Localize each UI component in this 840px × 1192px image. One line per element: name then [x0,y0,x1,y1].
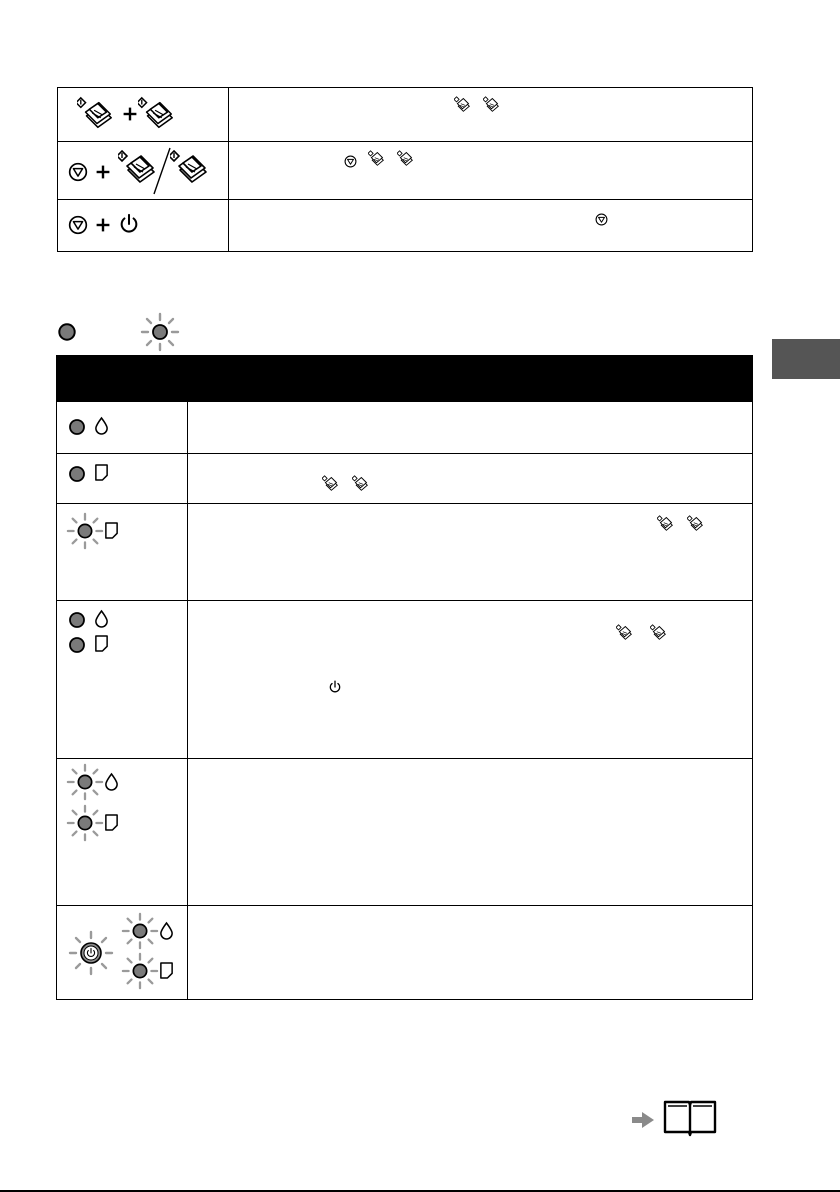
bw-copy-icon [687,515,704,532]
status-icons [57,454,187,503]
plus-icon [122,106,138,122]
row-description [188,504,752,600]
light-flashing-icon [121,952,159,990]
slash-divider [152,146,172,196]
table-row [58,142,752,200]
bw-copy-icon [650,624,667,641]
row-description [229,88,752,141]
light-on-icon [56,321,78,343]
button-combination-table [57,87,753,252]
manual-reference [630,1098,730,1143]
status-icons [57,402,187,453]
status-icons [57,601,187,758]
ink-drop-icon [94,416,109,435]
bw-copy-icon [483,96,500,113]
color-copy-icon [454,96,471,113]
arrow-right-icon [630,1110,656,1130]
power-icon [328,680,342,694]
row-description [229,142,752,199]
status-light-table [56,355,753,1000]
color-copy-icon [322,475,339,492]
table-row [57,453,752,503]
light-on-icon [67,464,87,484]
table-row [57,905,752,1000]
stop-plus-copy-cell [58,142,228,199]
bw-copy-icon [170,148,210,188]
status-icons [57,906,187,1000]
stop-icon [595,213,608,226]
stop-plus-power-cell [58,200,228,252]
light-flashing-icon [66,512,104,550]
row-description [188,454,752,503]
bw-copy-icon [352,475,369,492]
row-description [188,402,752,453]
stop-icon [68,162,88,182]
table-row [57,401,752,453]
row-description [229,200,752,252]
paper-icon [104,813,119,832]
paper-icon [104,521,119,540]
ink-drop-icon [94,609,109,628]
stop-icon [344,155,357,168]
light-flashing-icon [66,763,104,801]
chapter-tab [772,339,840,379]
bw-copy-icon [138,95,176,133]
table-header [57,356,752,401]
table-row [58,88,752,142]
light-on-icon [67,417,87,437]
table-row [58,200,752,252]
copy-plus-copy-cell [58,88,228,141]
light-flashing-icon [66,804,104,842]
color-copy-icon [368,150,385,167]
light-on-icon [67,635,87,655]
ink-drop-icon [159,921,174,940]
paper-icon [159,961,174,980]
book-icon [662,1098,718,1138]
light-flashing-icon [121,912,159,950]
power-icon [118,213,140,235]
paper-icon [94,634,109,653]
color-copy-icon [77,95,115,133]
light-on-icon [67,610,87,630]
table-row [57,503,752,600]
paper-icon [94,463,109,482]
light-flashing-icon [140,312,180,352]
status-icons [57,759,187,905]
power-light-flashing-icon [68,930,114,976]
row-description [188,759,752,905]
color-copy-icon [657,515,674,532]
status-icons [57,504,187,600]
light-legend [56,312,256,352]
plus-icon [95,217,111,233]
row-description [188,601,752,758]
color-copy-icon [616,624,633,641]
ink-drop-icon [104,772,119,791]
table-row [57,600,752,758]
table-row [57,758,752,905]
bw-copy-icon [397,150,414,167]
plus-icon [95,164,111,180]
stop-icon [68,215,88,235]
row-description [188,906,752,1000]
